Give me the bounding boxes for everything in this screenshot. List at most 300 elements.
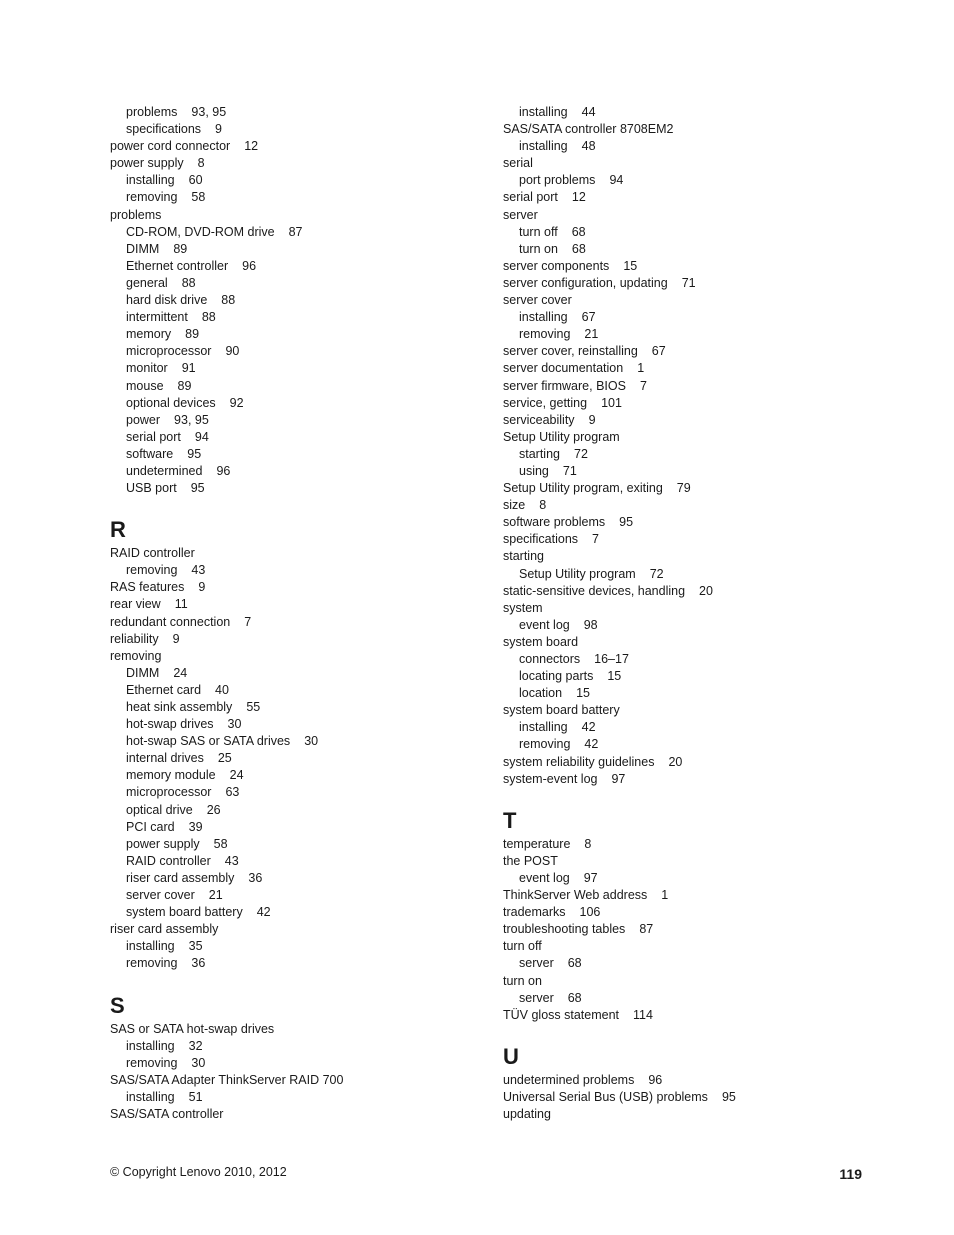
index-entry <box>503 429 893 446</box>
index-page-ref: 97 <box>583 870 598 885</box>
index-page-ref: 42 <box>256 905 271 920</box>
index-entry <box>503 360 893 377</box>
index-term: DIMM <box>126 665 160 680</box>
index-subentry <box>110 480 500 497</box>
index-term: microprocessor <box>126 785 212 800</box>
index-subentry <box>110 750 500 767</box>
index-subentry <box>110 224 500 241</box>
index-term: specifications <box>503 532 579 547</box>
index-subentry <box>110 802 500 819</box>
index-page-ref: 30 <box>191 1055 206 1070</box>
index-page-ref: 88 <box>181 275 196 290</box>
index-subentry <box>110 446 500 463</box>
index-page-ref: 68 <box>571 224 586 239</box>
index-column-left <box>110 104 500 1123</box>
index-subentry <box>110 172 500 189</box>
index-entry <box>503 412 893 429</box>
index-entry <box>110 545 500 562</box>
index-subentry <box>110 241 500 258</box>
index-entry <box>110 155 500 172</box>
index-entry <box>110 648 500 665</box>
index-subentry <box>110 767 500 784</box>
index-page-ref: 24 <box>173 665 188 680</box>
index-term: server <box>519 956 554 971</box>
index-term: turn on <box>503 973 542 988</box>
index-page-ref: 92 <box>229 395 244 410</box>
index-page-ref: 8 <box>539 498 547 513</box>
index-subentry <box>503 104 893 121</box>
index-term: removing <box>126 190 178 205</box>
index-subentry <box>110 665 500 682</box>
index-page-ref: 114 <box>633 1007 653 1022</box>
index-term: undetermined <box>126 463 203 478</box>
index-term: intermittent <box>126 310 188 325</box>
index-page-ref: 43 <box>224 853 239 868</box>
index-term: removing <box>110 648 162 663</box>
index-term: PCI card <box>126 819 175 834</box>
index-page-ref: 35 <box>188 939 203 954</box>
index-entry <box>503 480 893 497</box>
index-subentry <box>110 836 500 853</box>
index-term: general <box>126 275 168 290</box>
index-page-ref: 88 <box>201 310 216 325</box>
index-entry <box>110 596 500 613</box>
index-term: updating <box>503 1106 551 1121</box>
index-page-ref: 94 <box>609 173 624 188</box>
index-page-ref: 9 <box>172 631 180 646</box>
index-term: CD-ROM, DVD-ROM drive <box>126 224 275 239</box>
index-term: system reliability guidelines <box>503 754 655 769</box>
index-subentry <box>503 172 893 189</box>
index-subentry <box>503 566 893 583</box>
index-subentry <box>110 275 500 292</box>
index-page-ref: 9 <box>588 412 596 427</box>
index-term: turn off <box>503 939 542 954</box>
index-entry <box>503 497 893 514</box>
index-page-ref: 20 <box>699 583 713 598</box>
index-subentry <box>503 719 893 736</box>
index-term: server documentation <box>503 361 624 376</box>
index-subentry <box>110 819 500 836</box>
index-term: redundant connection <box>110 614 231 629</box>
index-page-ref: 8 <box>584 836 592 851</box>
index-page-ref: 63 <box>225 785 240 800</box>
index-term: Setup Utility program <box>503 429 620 444</box>
index-page-ref: 97 <box>611 771 626 786</box>
index-term: optical drive <box>126 802 193 817</box>
index-term: size <box>503 498 526 513</box>
index-entry <box>503 1007 893 1024</box>
index-term: installing <box>126 1038 175 1053</box>
index-term: removing <box>126 563 178 578</box>
index-page-ref: 89 <box>173 241 188 256</box>
index-term: serviceability <box>503 412 575 427</box>
index-subentry <box>110 1089 500 1106</box>
index-page-ref: 106 <box>579 905 601 920</box>
index-term: memory module <box>126 768 216 783</box>
index-entry <box>503 548 893 565</box>
index-subentry <box>503 309 893 326</box>
index-subentry <box>503 446 893 463</box>
index-entry <box>110 1072 500 1089</box>
index-term: serial port <box>503 190 558 205</box>
index-page-ref: 16–17 <box>594 652 629 666</box>
index-entry <box>503 702 893 719</box>
index-term: memory <box>126 327 172 342</box>
index-entry <box>503 275 893 292</box>
index-term: system <box>503 600 543 615</box>
index-term: removing <box>126 1055 178 1070</box>
index-term: locating parts <box>519 669 594 684</box>
index-page-ref: 101 <box>601 395 622 410</box>
index-term: monitor <box>126 361 168 376</box>
index-column-right <box>503 104 893 1123</box>
index-entry <box>503 973 893 990</box>
index-page-ref: 51 <box>188 1089 203 1104</box>
index-page-ref: 11 <box>174 597 188 612</box>
index-subentry <box>503 955 893 972</box>
section-letter-heading: U <box>503 1043 519 1069</box>
section-letter-heading: S <box>110 992 125 1018</box>
index-entry <box>503 583 893 600</box>
index-page-ref: 24 <box>229 768 244 783</box>
index-subentry <box>110 463 500 480</box>
index-term: turn off <box>519 224 558 239</box>
index-page-ref: 40 <box>215 682 229 697</box>
section-letter-heading: R <box>110 517 126 543</box>
index-subentry <box>503 138 893 155</box>
index-entry <box>110 921 500 938</box>
index-page-ref: 32 <box>188 1038 203 1053</box>
index-term: port problems <box>519 173 596 188</box>
index-page-ref: 12 <box>244 139 259 154</box>
index-page-ref: 72 <box>574 446 588 461</box>
index-term: power cord connector <box>110 139 231 154</box>
index-term: event log <box>519 617 570 632</box>
index-page-ref: 30 <box>304 734 319 749</box>
index-entry <box>110 207 500 224</box>
index-subentry <box>110 699 500 716</box>
index-term: power <box>126 412 161 427</box>
index-page-ref: 43 <box>191 563 206 578</box>
index-subentry <box>503 870 893 887</box>
index-entry <box>503 600 893 617</box>
index-term: starting <box>519 446 560 461</box>
index-page-ref: 67 <box>651 344 666 359</box>
index-term: Ethernet controller <box>126 258 229 273</box>
index-page-ref: 7 <box>639 378 647 393</box>
index-entry <box>503 887 893 904</box>
copyright-notice: © Copyright Lenovo 2010, 2012 <box>110 1165 287 1179</box>
index-page-ref: 9 <box>215 122 222 137</box>
index-term: power supply <box>110 156 184 171</box>
index-page-ref: 48 <box>581 139 596 154</box>
index-term: installing <box>519 105 568 119</box>
index-subentry <box>110 1055 500 1072</box>
index-term: TÜV gloss statement <box>503 1007 620 1022</box>
index-term: server <box>519 990 554 1005</box>
index-page-ref: 25 <box>217 751 232 766</box>
index-subentry <box>503 326 893 343</box>
index-term: server firmware, BIOS <box>503 378 626 393</box>
index-subentry <box>503 990 893 1007</box>
index-page-ref: 98 <box>583 617 598 632</box>
index-subentry <box>110 292 500 309</box>
index-subentry <box>110 189 500 206</box>
index-page-ref: 15 <box>607 669 622 684</box>
index-page-ref: 71 <box>562 463 577 478</box>
index-term: hot-swap drives <box>126 717 214 732</box>
index-term: removing <box>519 327 571 342</box>
index-page-ref: 95 <box>619 515 634 530</box>
index-subentry <box>110 309 500 326</box>
index-page-ref: 95 <box>187 446 202 461</box>
index-term: SAS or SATA hot-swap drives <box>110 1021 275 1036</box>
index-entry <box>503 531 893 548</box>
index-term: riser card assembly <box>126 870 235 885</box>
index-page-ref: 88 <box>221 293 236 308</box>
index-term: installing <box>126 939 175 954</box>
index-entry <box>503 853 893 870</box>
index-subentry <box>503 668 893 685</box>
index-page-ref: 7 <box>592 532 599 547</box>
index-term: problems <box>126 105 178 119</box>
index-page-ref: 87 <box>639 922 654 937</box>
index-entry <box>503 1106 893 1123</box>
index-term: Setup Utility program, exiting <box>503 481 663 496</box>
index-subentry <box>503 463 893 480</box>
index-page-ref: 96 <box>242 258 257 273</box>
index-entry <box>503 378 893 395</box>
index-entry <box>503 292 893 309</box>
index-page-ref: 36 <box>248 870 263 885</box>
index-term: troubleshooting tables <box>503 922 626 937</box>
index-subentry <box>110 121 500 138</box>
index-entry <box>503 836 893 853</box>
index-subentry <box>110 429 500 446</box>
index-term: installing <box>519 720 568 735</box>
index-subentry <box>110 904 500 921</box>
index-page-ref: 67 <box>581 310 596 325</box>
index-subentry <box>110 343 500 360</box>
index-entry <box>503 634 893 651</box>
index-page-ref: 1 <box>637 361 645 376</box>
index-term: hard disk drive <box>126 293 208 308</box>
index-term: server cover <box>126 888 195 903</box>
index-page-ref: 44 <box>581 105 596 119</box>
index-term: service, getting <box>503 395 588 410</box>
index-term: installing <box>519 310 568 325</box>
index-term: SAS/SATA controller <box>110 1106 224 1121</box>
index-entry <box>503 395 893 412</box>
index-page-ref: 71 <box>681 275 696 290</box>
section-letter-heading: T <box>503 807 517 833</box>
index-entry <box>503 904 893 921</box>
index-subentry <box>503 224 893 241</box>
index-term: trademarks <box>503 905 566 920</box>
index-page-ref: 58 <box>213 836 228 851</box>
index-subentry <box>110 1038 500 1055</box>
index-page-ref: 30 <box>227 717 242 732</box>
index-term: installing <box>519 139 568 154</box>
index-page-ref: 58 <box>191 190 206 205</box>
index-page-ref: 87 <box>288 224 303 239</box>
index-page-ref: 95 <box>190 481 205 496</box>
index-term: power supply <box>126 836 200 851</box>
index-term: RAS features <box>110 580 185 595</box>
index-subentry <box>503 651 893 668</box>
index-page-ref: 68 <box>571 241 586 256</box>
index-page-ref: 21 <box>208 888 223 903</box>
index-term: Universal Serial Bus (USB) problems <box>503 1089 708 1104</box>
index-term: riser card assembly <box>110 922 219 937</box>
index-page-ref: 55 <box>246 700 261 714</box>
index-page-ref: 60 <box>188 173 203 188</box>
index-entry <box>503 189 893 206</box>
index-term: RAID controller <box>110 546 195 561</box>
index-page-ref: 36 <box>191 956 206 971</box>
index-term: software <box>126 446 174 461</box>
index-page-ref: 8 <box>197 156 205 171</box>
index-page-ref: 9 <box>198 580 206 595</box>
index-term: rear view <box>110 597 161 612</box>
index-term: RAID controller <box>126 853 211 868</box>
index-term: server <box>503 207 538 222</box>
index-term: using <box>519 463 549 478</box>
index-entry <box>503 207 893 224</box>
index-page-ref: 12 <box>571 190 586 205</box>
index-subentry <box>110 887 500 904</box>
index-entry <box>110 579 500 596</box>
index-page-ref: 7 <box>244 614 252 629</box>
index-page-ref: 1 <box>661 888 669 903</box>
index-entry <box>503 514 893 531</box>
index-subentry <box>503 736 893 753</box>
index-term: installing <box>126 1089 175 1104</box>
index-entry <box>503 1072 893 1089</box>
index-subentry <box>110 395 500 412</box>
index-term: serial <box>503 156 533 171</box>
index-entry <box>503 754 893 771</box>
index-term: specifications <box>126 122 202 137</box>
index-subentry <box>110 412 500 429</box>
index-term: hot-swap SAS or SATA drives <box>126 734 291 749</box>
index-page-ref: 42 <box>584 737 599 752</box>
page-number: 119 <box>839 1166 862 1182</box>
index-subentry <box>110 853 500 870</box>
index-page-ref: 93, 95 <box>191 105 227 119</box>
index-term: internal drives <box>126 751 204 766</box>
index-entry <box>503 155 893 172</box>
index-entry <box>110 1021 500 1038</box>
index-entry <box>110 1106 500 1123</box>
index-page-ref: 91 <box>181 361 196 376</box>
index-subentry <box>110 378 500 395</box>
index-page-ref: 42 <box>581 720 596 735</box>
index-subentry <box>110 360 500 377</box>
index-page-ref: 21 <box>584 327 599 342</box>
index-page-ref: 93, 95 <box>174 412 209 427</box>
index-term: static-sensitive devices, handling <box>503 583 686 598</box>
index-term: removing <box>519 737 571 752</box>
index-term: mouse <box>126 378 164 393</box>
index-term: microprocessor <box>126 344 212 359</box>
index-page-ref: 90 <box>225 344 240 359</box>
index-subentry <box>110 326 500 343</box>
index-page-ref: 89 <box>177 378 192 393</box>
index-page-ref: 79 <box>676 481 691 496</box>
index-term: turn on <box>519 241 558 256</box>
index-page-ref: 39 <box>188 819 203 834</box>
index-term: system-event log <box>503 771 598 786</box>
index-page-ref: 15 <box>576 686 590 701</box>
index-term: system board battery <box>503 703 620 718</box>
index-entry <box>503 771 893 788</box>
index-term: server components <box>503 258 610 273</box>
index-subentry <box>110 682 500 699</box>
index-entry <box>503 921 893 938</box>
index-entry <box>503 258 893 275</box>
index-subentry <box>110 716 500 733</box>
index-term: server cover <box>503 293 572 308</box>
index-page-ref: 94 <box>194 429 209 444</box>
index-term: SAS/SATA Adapter ThinkServer RAID 700 <box>110 1072 344 1087</box>
index-term: installing <box>126 173 175 188</box>
index-term: starting <box>503 549 544 564</box>
index-term: reliability <box>110 631 159 646</box>
index-entry <box>503 121 893 138</box>
index-subentry <box>110 955 500 972</box>
index-term: the POST <box>503 853 558 868</box>
index-term: undetermined problems <box>503 1072 635 1087</box>
index-entry <box>110 138 500 155</box>
index-term: system board <box>503 634 579 649</box>
index-term: location <box>519 686 563 701</box>
index-term: connectors <box>519 652 581 666</box>
index-term: event log <box>519 870 570 885</box>
index-term: Setup Utility program <box>519 566 636 581</box>
index-term: Ethernet card <box>126 682 202 697</box>
index-page-ref: 89 <box>185 327 200 342</box>
index-entry <box>110 614 500 631</box>
index-term: removing <box>126 956 178 971</box>
index-subentry <box>110 258 500 275</box>
index-term: heat sink assembly <box>126 700 233 714</box>
index-subentry <box>110 938 500 955</box>
index-term: DIMM <box>126 241 160 256</box>
index-page-ref: 26 <box>206 802 221 817</box>
index-term: SAS/SATA controller 8708EM2 <box>503 122 674 137</box>
index-entry <box>503 343 893 360</box>
index-subentry <box>110 104 500 121</box>
index-page-ref: 68 <box>567 990 582 1005</box>
index-subentry <box>110 733 500 750</box>
index-page-ref: 96 <box>216 463 231 478</box>
index-term: ThinkServer Web address <box>503 888 648 903</box>
index-entry <box>503 1089 893 1106</box>
index-term: server cover, reinstalling <box>503 344 638 359</box>
index-term: system board battery <box>126 905 243 920</box>
index-subentry <box>503 685 893 702</box>
index-term: server configuration, updating <box>503 275 668 290</box>
index-term: software problems <box>503 515 606 530</box>
index-subentry <box>110 870 500 887</box>
index-term: optional devices <box>126 395 216 410</box>
index-subentry <box>503 617 893 634</box>
index-entry <box>503 938 893 955</box>
index-subentry <box>110 562 500 579</box>
index-entry <box>110 631 500 648</box>
